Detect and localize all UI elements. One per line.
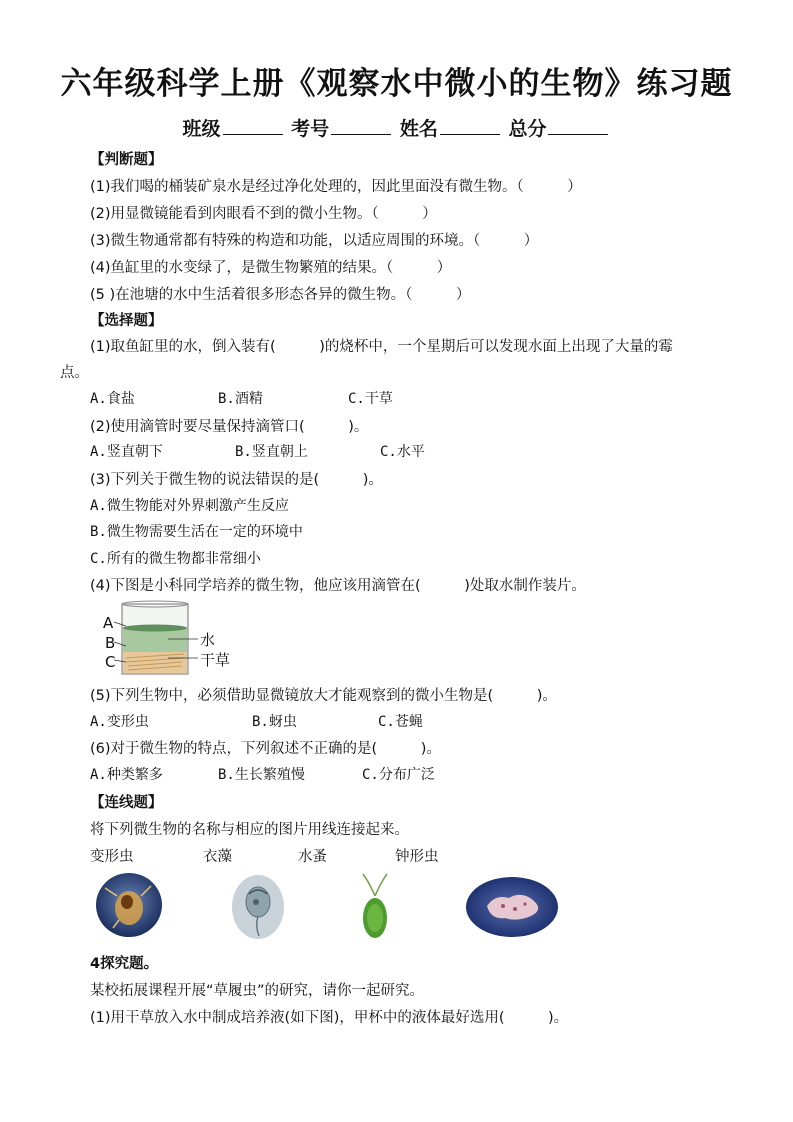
judge-item-5: (5 )在池塘的水中生活着很多形态各异的微生物。（ ）: [90, 287, 471, 303]
student-info-row: [0, 114, 793, 141]
label-hay: 干草: [200, 651, 231, 669]
q5-option-a[interactable]: A.变形虫: [90, 714, 149, 730]
q1-options: [90, 388, 393, 408]
section-choice: 【选择题】: [90, 313, 163, 329]
judge-item-4: (4)鱼缸里的水变绿了，是微生物繁殖的结果。（ ）: [90, 260, 452, 276]
judge-item-2: (2)用显微镜能看到肉眼看不到的微小生物。（ ）: [90, 206, 437, 222]
match-name-amoeba[interactable]: 变形虫: [90, 849, 134, 865]
number-label: 考号: [291, 118, 330, 140]
q2-option-c[interactable]: C.水平: [380, 444, 425, 460]
q5-options: [90, 711, 423, 731]
section-explore: 4探究题。: [90, 956, 159, 972]
q5-option-b[interactable]: B.蚜虫: [252, 714, 297, 730]
beaker-diagram: [100, 600, 250, 680]
section-judge: 【判断题】: [90, 152, 163, 168]
q2-options: [90, 441, 425, 461]
q2-stem: (2)使用滴管时要尽量保持滴管口( )。: [90, 419, 369, 435]
name-blank[interactable]: [440, 116, 500, 135]
score-blank[interactable]: [548, 116, 608, 135]
q5-option-c[interactable]: C.苍蝇: [378, 714, 423, 730]
class-blank[interactable]: [223, 116, 283, 135]
q6-options: [90, 764, 435, 784]
match-instruction: 将下列微生物的名称与相应的图片用线连接起来。: [90, 822, 409, 838]
q1-option-b[interactable]: B.酒精: [218, 391, 263, 407]
chlamydomonas-picture[interactable]: [351, 870, 399, 946]
label-water: 水: [200, 631, 216, 649]
score-label: 总分: [508, 118, 547, 140]
class-label: 班级: [182, 118, 221, 140]
q3-option-c[interactable]: C.所有的微生物都非常细小: [90, 551, 261, 567]
q5-stem: (5)下列生物中，必须借助显微镜放大才能观察到的微小生物是( )。: [90, 688, 557, 704]
q2-option-b[interactable]: B.竖直朝上: [235, 444, 308, 460]
q6-option-c[interactable]: C.分布广泛: [362, 767, 435, 783]
label-b: B: [105, 634, 116, 652]
name-label: 姓名: [399, 118, 438, 140]
judge-item-1: (1)我们喝的桶装矿泉水是经过净化处理的，因此里面没有微生物。（ ）: [90, 179, 582, 195]
q1-stem: (1)取鱼缸里的水，倒入装有( )的烧杯中，一个星期后可以发现水面上出现了大量的霉: [90, 339, 673, 355]
explore-q1: (1)用干草放入水中制成培养液(如下图)，甲杯中的液体最好选用( )。: [90, 1010, 569, 1026]
q3-stem: (3)下列关于微生物的说法错误的是( )。: [90, 472, 383, 488]
match-names: [90, 845, 439, 866]
judge-item-3: (3)微生物通常都有特殊的构造和功能，以适应周围的环境。（ ）: [90, 233, 539, 249]
label-c: C: [105, 653, 116, 671]
q1-option-a[interactable]: A.食盐: [90, 391, 135, 407]
match-name-vorticella[interactable]: 钟形虫: [395, 849, 439, 865]
match-name-daphnia[interactable]: 水蚤: [298, 849, 327, 865]
daphnia-picture[interactable]: [95, 872, 163, 942]
q4-stem: (4)下图是小科同学培养的微生物，他应该用滴管在( )处取水制作装片。: [90, 578, 586, 594]
q3-option-a[interactable]: A.微生物能对外界刺激产生反应: [90, 498, 289, 514]
page-title: 六年级科学上册《观察水中微小的生物》练习题: [60, 66, 733, 102]
q1-stem-cont: 点。: [60, 365, 89, 381]
q6-stem: (6)对于微生物的特点，下列叙述不正确的是( )。: [90, 741, 441, 757]
label-a: A: [103, 614, 114, 632]
explore-intro: 某校拓展课程开展“草履虫”的研究，请你一起研究。: [90, 983, 425, 999]
amoeba-picture[interactable]: [465, 876, 559, 942]
q3-option-b[interactable]: B.微生物需要生活在一定的环境中: [90, 524, 303, 540]
section-match: 【连线题】: [90, 795, 163, 811]
q6-option-b[interactable]: B.生长繁殖慢: [218, 767, 305, 783]
q6-option-a[interactable]: A.种类繁多: [90, 767, 163, 783]
number-blank[interactable]: [331, 116, 391, 135]
match-name-chlamydomonas[interactable]: 衣藻: [203, 849, 232, 865]
organism-pictures: [93, 870, 563, 940]
q2-option-a[interactable]: A.竖直朝下: [90, 444, 163, 460]
q1-option-c[interactable]: C.干草: [348, 391, 393, 407]
vorticella-picture[interactable]: [231, 874, 285, 944]
